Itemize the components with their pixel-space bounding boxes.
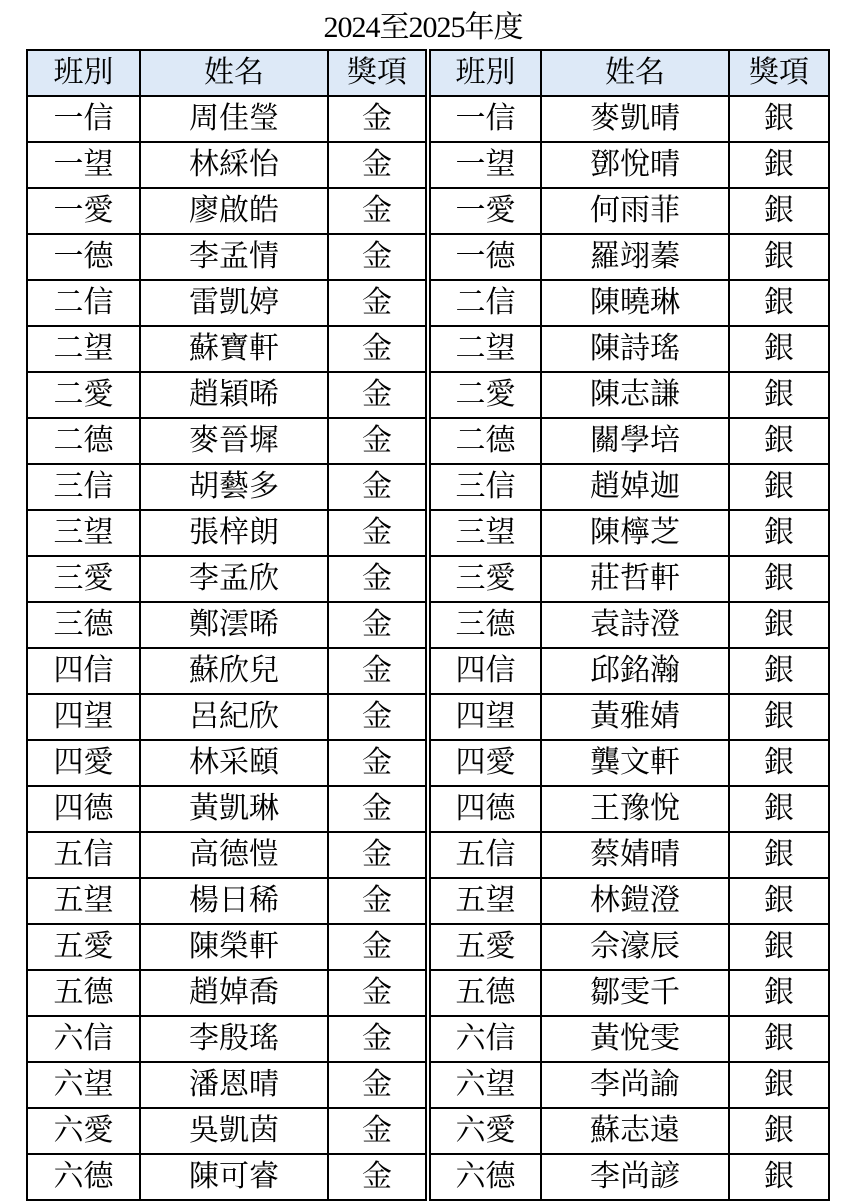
cell-award-left: 金 xyxy=(328,878,428,924)
cell-name-left: 楊日稀 xyxy=(140,878,328,924)
cell-award-left: 金 xyxy=(328,1154,428,1200)
table-row xyxy=(27,648,829,694)
cell-class-left: 五望 xyxy=(27,878,140,924)
cell-award-left: 金 xyxy=(328,1062,428,1108)
table-row xyxy=(27,418,829,464)
table-row xyxy=(27,142,829,188)
cell-name-left: 蘇欣兒 xyxy=(140,648,328,694)
page-title: 2024至2025年度 xyxy=(323,11,523,44)
table-row xyxy=(27,1062,829,1108)
cell-name-right: 黃悅雯 xyxy=(541,1016,729,1062)
cell-name-right: 鄒雯千 xyxy=(541,970,729,1016)
header-award-right: 獎項 xyxy=(729,50,829,96)
cell-award-left: 金 xyxy=(328,556,428,602)
cell-class-left: 一信 xyxy=(27,96,140,142)
cell-name-right: 麥凱晴 xyxy=(541,96,729,142)
cell-class-right: 三望 xyxy=(428,510,541,556)
cell-name-left: 張梓朗 xyxy=(140,510,328,556)
cell-name-right: 王豫悅 xyxy=(541,786,729,832)
cell-name-left: 麥晉墀 xyxy=(140,418,328,464)
cell-award-left: 金 xyxy=(328,924,428,970)
cell-name-right: 莊哲軒 xyxy=(541,556,729,602)
cell-name-right: 陳曉琳 xyxy=(541,280,729,326)
cell-name-left: 高德愷 xyxy=(140,832,328,878)
cell-class-right: 一德 xyxy=(428,234,541,280)
table-row xyxy=(27,188,829,234)
cell-name-left: 陳榮軒 xyxy=(140,924,328,970)
cell-class-left: 一愛 xyxy=(27,188,140,234)
cell-award-left: 金 xyxy=(328,832,428,878)
cell-class-right: 二愛 xyxy=(428,372,541,418)
cell-class-right: 二德 xyxy=(428,418,541,464)
cell-award-right: 銀 xyxy=(729,694,829,740)
cell-name-left: 陳可睿 xyxy=(140,1154,328,1200)
cell-class-right: 六望 xyxy=(428,1062,541,1108)
cell-name-left: 黃凱琳 xyxy=(140,786,328,832)
cell-name-left: 林采頤 xyxy=(140,740,328,786)
cell-award-left: 金 xyxy=(328,648,428,694)
cell-class-left: 三德 xyxy=(27,602,140,648)
cell-class-right: 二信 xyxy=(428,280,541,326)
table-row xyxy=(27,464,829,510)
cell-award-left: 金 xyxy=(328,786,428,832)
cell-class-left: 三信 xyxy=(27,464,140,510)
cell-name-right: 陳詩瑤 xyxy=(541,326,729,372)
cell-class-right: 五信 xyxy=(428,832,541,878)
cell-name-right: 鄧悅晴 xyxy=(541,142,729,188)
cell-award-right: 銀 xyxy=(729,234,829,280)
cell-class-left: 三望 xyxy=(27,510,140,556)
awards-sheet xyxy=(26,49,819,1194)
cell-award-right: 銀 xyxy=(729,602,829,648)
cell-class-left: 五德 xyxy=(27,970,140,1016)
cell-name-right: 黃雅婧 xyxy=(541,694,729,740)
cell-class-right: 四信 xyxy=(428,648,541,694)
cell-name-right: 陳檸芝 xyxy=(541,510,729,556)
cell-award-right: 銀 xyxy=(729,970,829,1016)
cell-name-left: 李殷瑤 xyxy=(140,1016,328,1062)
header-row xyxy=(27,50,829,96)
cell-award-right: 銀 xyxy=(729,188,829,234)
cell-class-left: 五信 xyxy=(27,832,140,878)
cell-name-left: 雷凱婷 xyxy=(140,280,328,326)
cell-class-left: 二愛 xyxy=(27,372,140,418)
cell-award-right: 銀 xyxy=(729,1154,829,1200)
cell-class-right: 二望 xyxy=(428,326,541,372)
cell-class-right: 三德 xyxy=(428,602,541,648)
cell-award-left: 金 xyxy=(328,234,428,280)
cell-name-left: 林綵怡 xyxy=(140,142,328,188)
cell-award-left: 金 xyxy=(328,188,428,234)
cell-name-right: 龔文軒 xyxy=(541,740,729,786)
cell-award-left: 金 xyxy=(328,280,428,326)
cell-award-right: 銀 xyxy=(729,556,829,602)
cell-class-left: 二德 xyxy=(27,418,140,464)
cell-award-left: 金 xyxy=(328,372,428,418)
cell-class-left: 二信 xyxy=(27,280,140,326)
cell-name-right: 李尚諺 xyxy=(541,1154,729,1200)
cell-award-left: 金 xyxy=(328,740,428,786)
cell-class-right: 六愛 xyxy=(428,1108,541,1154)
cell-name-right: 趙婥迦 xyxy=(541,464,729,510)
cell-award-right: 銀 xyxy=(729,372,829,418)
table-row xyxy=(27,1108,829,1154)
cell-award-left: 金 xyxy=(328,1108,428,1154)
cell-class-right: 一愛 xyxy=(428,188,541,234)
table-row xyxy=(27,556,829,602)
cell-name-left: 趙穎晞 xyxy=(140,372,328,418)
table-row xyxy=(27,96,829,142)
cell-award-left: 金 xyxy=(328,970,428,1016)
table-row xyxy=(27,326,829,372)
header-name-left: 姓名 xyxy=(140,50,328,96)
cell-award-left: 金 xyxy=(328,694,428,740)
table-row xyxy=(27,694,829,740)
cell-class-right: 五愛 xyxy=(428,924,541,970)
header-class-right: 班別 xyxy=(428,50,541,96)
cell-award-right: 銀 xyxy=(729,510,829,556)
cell-class-left: 四愛 xyxy=(27,740,140,786)
cell-award-right: 銀 xyxy=(729,648,829,694)
cell-class-left: 五愛 xyxy=(27,924,140,970)
cell-class-right: 四愛 xyxy=(428,740,541,786)
table-row xyxy=(27,1154,829,1200)
cell-class-right: 三愛 xyxy=(428,556,541,602)
cell-class-left: 四望 xyxy=(27,694,140,740)
cell-class-right: 一望 xyxy=(428,142,541,188)
cell-class-left: 三愛 xyxy=(27,556,140,602)
table-row xyxy=(27,280,829,326)
table-row xyxy=(27,234,829,280)
cell-award-left: 金 xyxy=(328,464,428,510)
cell-award-right: 銀 xyxy=(729,924,829,970)
cell-name-left: 趙婥喬 xyxy=(140,970,328,1016)
cell-name-left: 廖啟皓 xyxy=(140,188,328,234)
cell-name-right: 蔡婧晴 xyxy=(541,832,729,878)
awards-table xyxy=(26,49,830,1201)
cell-name-left: 呂紀欣 xyxy=(140,694,328,740)
cell-class-left: 六信 xyxy=(27,1016,140,1062)
cell-class-left: 六愛 xyxy=(27,1108,140,1154)
cell-class-right: 五德 xyxy=(428,970,541,1016)
cell-class-left: 六德 xyxy=(27,1154,140,1200)
cell-name-right: 袁詩澄 xyxy=(541,602,729,648)
cell-name-right: 李尚諭 xyxy=(541,1062,729,1108)
table-row xyxy=(27,602,829,648)
cell-name-left: 李孟欣 xyxy=(140,556,328,602)
cell-award-left: 金 xyxy=(328,510,428,556)
cell-class-left: 四德 xyxy=(27,786,140,832)
cell-award-left: 金 xyxy=(328,326,428,372)
header-class-left: 班別 xyxy=(27,50,140,96)
cell-name-left: 蘇寶軒 xyxy=(140,326,328,372)
cell-name-right: 林鎧澄 xyxy=(541,878,729,924)
cell-award-right: 銀 xyxy=(729,740,829,786)
cell-name-right: 陳志謙 xyxy=(541,372,729,418)
cell-award-right: 銀 xyxy=(729,464,829,510)
cell-award-left: 金 xyxy=(328,1016,428,1062)
header-name-right: 姓名 xyxy=(541,50,729,96)
table-row xyxy=(27,970,829,1016)
cell-award-right: 銀 xyxy=(729,96,829,142)
header-award-left: 獎項 xyxy=(328,50,428,96)
cell-award-right: 銀 xyxy=(729,1108,829,1154)
table-row xyxy=(27,924,829,970)
table-row xyxy=(27,786,829,832)
cell-award-right: 銀 xyxy=(729,280,829,326)
cell-class-right: 六信 xyxy=(428,1016,541,1062)
cell-class-right: 一信 xyxy=(428,96,541,142)
table-row xyxy=(27,372,829,418)
table-row xyxy=(27,1016,829,1062)
cell-award-right: 銀 xyxy=(729,1016,829,1062)
cell-award-right: 銀 xyxy=(729,832,829,878)
cell-class-right: 四德 xyxy=(428,786,541,832)
cell-class-left: 二望 xyxy=(27,326,140,372)
cell-name-right: 蘇志遠 xyxy=(541,1108,729,1154)
cell-name-right: 何雨菲 xyxy=(541,188,729,234)
cell-name-right: 關學培 xyxy=(541,418,729,464)
cell-name-left: 周佳瑩 xyxy=(140,96,328,142)
cell-award-right: 銀 xyxy=(729,1062,829,1108)
table-row xyxy=(27,832,829,878)
cell-name-right: 羅翊蓁 xyxy=(541,234,729,280)
cell-name-right: 佘濠辰 xyxy=(541,924,729,970)
cell-class-left: 四信 xyxy=(27,648,140,694)
cell-name-left: 胡藝多 xyxy=(140,464,328,510)
cell-name-left: 鄭澐晞 xyxy=(140,602,328,648)
cell-award-left: 金 xyxy=(328,418,428,464)
cell-name-left: 李孟情 xyxy=(140,234,328,280)
cell-class-left: 一德 xyxy=(27,234,140,280)
awards-table-body xyxy=(27,96,829,1200)
cell-class-right: 五望 xyxy=(428,878,541,924)
cell-award-right: 銀 xyxy=(729,418,829,464)
cell-class-left: 六望 xyxy=(27,1062,140,1108)
table-row xyxy=(27,510,829,556)
table-row xyxy=(27,740,829,786)
cell-award-left: 金 xyxy=(328,602,428,648)
table-row xyxy=(27,878,829,924)
cell-award-right: 銀 xyxy=(729,786,829,832)
cell-class-left: 一望 xyxy=(27,142,140,188)
cell-class-right: 三信 xyxy=(428,464,541,510)
cell-award-right: 銀 xyxy=(729,326,829,372)
cell-name-right: 邱銘瀚 xyxy=(541,648,729,694)
cell-name-left: 潘恩晴 xyxy=(140,1062,328,1108)
cell-class-right: 四望 xyxy=(428,694,541,740)
cell-award-left: 金 xyxy=(328,142,428,188)
cell-award-right: 銀 xyxy=(729,142,829,188)
cell-class-right: 六德 xyxy=(428,1154,541,1200)
cell-name-left: 吳凱茵 xyxy=(140,1108,328,1154)
cell-award-right: 銀 xyxy=(729,878,829,924)
cell-award-left: 金 xyxy=(328,96,428,142)
